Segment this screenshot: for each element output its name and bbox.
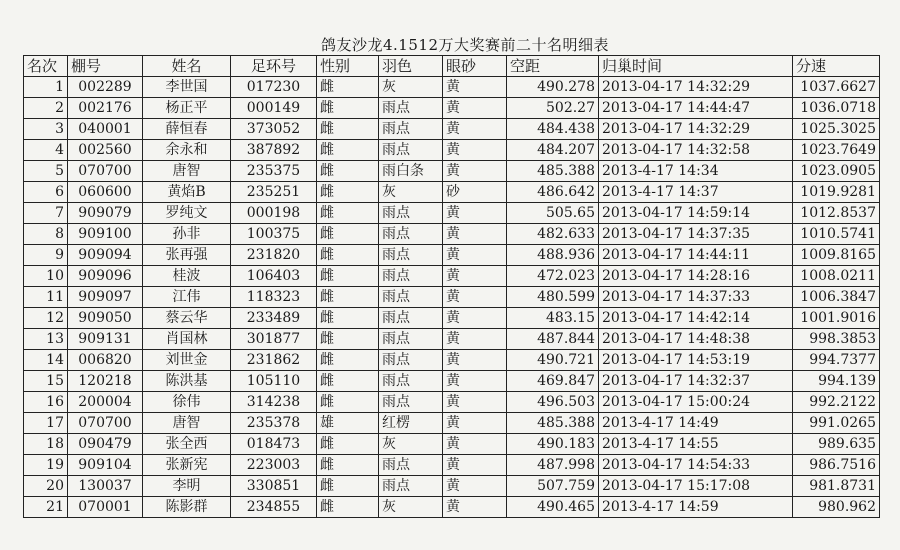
cell-ring-number: 000198 [231,203,317,224]
table-row [24,434,880,455]
cell-speed: 989.635 [793,434,880,455]
cell-ring-number: 233489 [231,308,317,329]
cell-eye: 黄 [443,98,507,119]
cell-name: 张全西 [143,434,231,455]
cell-speed: 1010.5741 [793,224,880,245]
cell-sex: 雌 [317,224,379,245]
cell-distance: 507.759 [507,476,599,497]
cell-ring-number: 387892 [231,140,317,161]
cell-arrival-time: 2013-4-17 14:34 [599,161,793,182]
cell-name: 黄焰B [143,182,231,203]
table-row [24,203,880,224]
cell-arrival-time: 2013-4-17 14:55 [599,434,793,455]
header-arrival-time: 归巢时间 [599,56,793,77]
cell-arrival-time: 2013-4-17 14:49 [599,413,793,434]
cell-rank: 2 [24,98,68,119]
header-row [24,56,880,77]
cell-color: 灰 [379,182,443,203]
cell-sex: 雌 [317,266,379,287]
cell-sex: 雌 [317,77,379,98]
cell-eye: 黄 [443,476,507,497]
cell-arrival-time: 2013-04-17 14:44:47 [599,98,793,119]
cell-sex: 雌 [317,119,379,140]
cell-color: 雨点 [379,476,443,497]
cell-eye: 黄 [443,245,507,266]
cell-arrival-time: 2013-04-17 14:53:19 [599,350,793,371]
table-row [24,329,880,350]
cell-distance: 483.15 [507,308,599,329]
cell-name: 张新宪 [143,455,231,476]
table-row [24,77,880,98]
cell-speed: 986.7516 [793,455,880,476]
cell-name: 肖国林 [143,329,231,350]
cell-sex: 雌 [317,287,379,308]
cell-eye: 黄 [443,497,507,518]
cell-loft-id: 909100 [68,224,143,245]
cell-eye: 黄 [443,350,507,371]
cell-rank: 16 [24,392,68,413]
cell-distance: 490.465 [507,497,599,518]
cell-loft-id: 070001 [68,497,143,518]
cell-loft-id: 130037 [68,476,143,497]
cell-ring-number: 106403 [231,266,317,287]
header-loft-id: 棚号 [68,56,143,77]
cell-eye: 黄 [443,371,507,392]
cell-arrival-time: 2013-04-17 14:54:33 [599,455,793,476]
cell-name: 李明 [143,476,231,497]
cell-distance: 505.65 [507,203,599,224]
cell-rank: 14 [24,350,68,371]
cell-loft-id: 040001 [68,119,143,140]
cell-speed: 1025.3025 [793,119,880,140]
cell-ring-number: 235375 [231,161,317,182]
cell-distance: 485.388 [507,413,599,434]
cell-sex: 雌 [317,308,379,329]
table-row [24,287,880,308]
header-rank: 名次 [24,56,68,77]
cell-distance: 488.936 [507,245,599,266]
cell-arrival-time: 2013-4-17 14:37 [599,182,793,203]
table-row [24,245,880,266]
cell-ring-number: 100375 [231,224,317,245]
cell-arrival-time: 2013-04-17 14:37:35 [599,224,793,245]
cell-sex: 雌 [317,182,379,203]
cell-eye: 黄 [443,392,507,413]
cell-loft-id: 070700 [68,161,143,182]
table-row [24,350,880,371]
cell-eye: 黄 [443,224,507,245]
cell-speed: 1037.6627 [793,77,880,98]
cell-ring-number: 234855 [231,497,317,518]
cell-rank: 11 [24,287,68,308]
cell-eye: 黄 [443,413,507,434]
cell-speed: 1036.0718 [793,98,880,119]
cell-sex: 雌 [317,350,379,371]
table-row [24,98,880,119]
cell-name: 余永和 [143,140,231,161]
cell-color: 灰 [379,77,443,98]
cell-sex: 雌 [317,392,379,413]
cell-name: 唐智 [143,161,231,182]
cell-color: 雨点 [379,329,443,350]
cell-speed: 1023.0905 [793,161,880,182]
cell-rank: 1 [24,77,68,98]
cell-loft-id: 006820 [68,350,143,371]
table-row [24,371,880,392]
cell-rank: 4 [24,140,68,161]
cell-eye: 黄 [443,329,507,350]
cell-sex: 雌 [317,434,379,455]
cell-loft-id: 909104 [68,455,143,476]
cell-arrival-time: 2013-04-17 14:42:14 [599,308,793,329]
cell-name: 陈洪基 [143,371,231,392]
cell-distance: 502.27 [507,98,599,119]
table-row [24,119,880,140]
cell-arrival-time: 2013-04-17 14:59:14 [599,203,793,224]
cell-eye: 黄 [443,308,507,329]
cell-name: 陈影群 [143,497,231,518]
cell-name: 桂波 [143,266,231,287]
cell-ring-number: 018473 [231,434,317,455]
cell-loft-id: 909097 [68,287,143,308]
cell-sex: 雌 [317,371,379,392]
header-eye: 眼砂 [443,56,507,77]
cell-sex: 雌 [317,245,379,266]
cell-sex: 雌 [317,329,379,350]
cell-speed: 1006.3847 [793,287,880,308]
header-color: 羽色 [379,56,443,77]
cell-distance: 485.388 [507,161,599,182]
cell-distance: 490.183 [507,434,599,455]
cell-loft-id: 060600 [68,182,143,203]
cell-color: 红楞 [379,413,443,434]
cell-color: 雨白条 [379,161,443,182]
cell-loft-id: 909079 [68,203,143,224]
cell-name: 杨正平 [143,98,231,119]
cell-sex: 雌 [317,476,379,497]
cell-loft-id: 200004 [68,392,143,413]
cell-arrival-time: 2013-04-17 14:32:37 [599,371,793,392]
cell-eye: 黄 [443,203,507,224]
cell-arrival-time: 2013-04-17 14:32:58 [599,140,793,161]
cell-eye: 黄 [443,434,507,455]
cell-rank: 3 [24,119,68,140]
cell-speed: 1008.0211 [793,266,880,287]
cell-name: 孙非 [143,224,231,245]
table-row [24,266,880,287]
cell-arrival-time: 2013-04-17 14:48:38 [599,329,793,350]
cell-speed: 1012.8537 [793,203,880,224]
cell-eye: 砂 [443,182,507,203]
table-row [24,182,880,203]
cell-arrival-time: 2013-04-17 14:37:33 [599,287,793,308]
cell-loft-id: 090479 [68,434,143,455]
cell-loft-id: 909131 [68,329,143,350]
cell-color: 灰 [379,497,443,518]
cell-eye: 黄 [443,140,507,161]
cell-sex: 雌 [317,161,379,182]
cell-speed: 994.139 [793,371,880,392]
table-row [24,455,880,476]
header-distance: 空距 [507,56,599,77]
cell-ring-number: 314238 [231,392,317,413]
results-table [23,55,880,518]
cell-ring-number: 301877 [231,329,317,350]
cell-rank: 10 [24,266,68,287]
table-row [24,413,880,434]
cell-arrival-time: 2013-04-17 14:32:29 [599,119,793,140]
cell-eye: 黄 [443,287,507,308]
cell-ring-number: 105110 [231,371,317,392]
cell-arrival-time: 2013-04-17 15:17:08 [599,476,793,497]
cell-distance: 469.847 [507,371,599,392]
cell-rank: 18 [24,434,68,455]
cell-speed: 991.0265 [793,413,880,434]
cell-speed: 1001.9016 [793,308,880,329]
cell-name: 徐伟 [143,392,231,413]
cell-color: 雨点 [379,308,443,329]
cell-rank: 17 [24,413,68,434]
cell-loft-id: 002176 [68,98,143,119]
cell-arrival-time: 2013-04-17 15:00:24 [599,392,793,413]
cell-arrival-time: 2013-04-17 14:28:16 [599,266,793,287]
cell-distance: 482.633 [507,224,599,245]
cell-rank: 7 [24,203,68,224]
cell-sex: 雌 [317,455,379,476]
cell-color: 雨点 [379,392,443,413]
cell-speed: 1019.9281 [793,182,880,203]
cell-loft-id: 909050 [68,308,143,329]
cell-color: 雨点 [379,455,443,476]
cell-speed: 1009.8165 [793,245,880,266]
cell-arrival-time: 2013-04-17 14:32:29 [599,77,793,98]
cell-rank: 19 [24,455,68,476]
cell-name: 刘世金 [143,350,231,371]
cell-ring-number: 223003 [231,455,317,476]
cell-rank: 9 [24,245,68,266]
cell-ring-number: 231820 [231,245,317,266]
cell-sex: 雄 [317,413,379,434]
cell-ring-number: 118323 [231,287,317,308]
cell-name: 李世国 [143,77,231,98]
cell-sex: 雌 [317,203,379,224]
cell-rank: 20 [24,476,68,497]
table-row [24,392,880,413]
cell-color: 雨点 [379,245,443,266]
cell-speed: 994.7377 [793,350,880,371]
cell-speed: 992.2122 [793,392,880,413]
cell-color: 雨点 [379,224,443,245]
cell-name: 蔡云华 [143,308,231,329]
cell-rank: 12 [24,308,68,329]
cell-sex: 雌 [317,98,379,119]
cell-loft-id: 909094 [68,245,143,266]
table-row [24,308,880,329]
cell-loft-id: 070700 [68,413,143,434]
cell-color: 灰 [379,434,443,455]
cell-rank: 15 [24,371,68,392]
cell-arrival-time: 2013-4-17 14:59 [599,497,793,518]
cell-rank: 13 [24,329,68,350]
cell-ring-number: 235251 [231,182,317,203]
cell-color: 雨点 [379,140,443,161]
cell-speed: 981.8731 [793,476,880,497]
cell-ring-number: 017230 [231,77,317,98]
cell-rank: 8 [24,224,68,245]
cell-name: 张再强 [143,245,231,266]
cell-distance: 496.503 [507,392,599,413]
cell-loft-id: 120218 [68,371,143,392]
cell-distance: 490.721 [507,350,599,371]
cell-distance: 490.278 [507,77,599,98]
cell-color: 雨点 [379,371,443,392]
cell-loft-id: 002289 [68,77,143,98]
table-row [24,161,880,182]
cell-color: 雨点 [379,350,443,371]
header-name: 姓名 [143,56,231,77]
cell-ring-number: 000149 [231,98,317,119]
cell-speed: 980.962 [793,497,880,518]
cell-distance: 472.023 [507,266,599,287]
cell-ring-number: 231862 [231,350,317,371]
cell-color: 雨点 [379,98,443,119]
cell-eye: 黄 [443,77,507,98]
cell-speed: 998.3853 [793,329,880,350]
table-row [24,140,880,161]
cell-distance: 486.642 [507,182,599,203]
table-row [24,224,880,245]
cell-distance: 480.599 [507,287,599,308]
cell-distance: 487.998 [507,455,599,476]
cell-color: 雨点 [379,119,443,140]
cell-eye: 黄 [443,161,507,182]
cell-name: 薛恒春 [143,119,231,140]
cell-sex: 雌 [317,140,379,161]
cell-loft-id: 002560 [68,140,143,161]
cell-ring-number: 373052 [231,119,317,140]
cell-speed: 1023.7649 [793,140,880,161]
cell-color: 雨点 [379,287,443,308]
cell-eye: 黄 [443,455,507,476]
cell-rank: 5 [24,161,68,182]
header-sex: 性别 [317,56,379,77]
cell-distance: 484.207 [507,140,599,161]
cell-rank: 21 [24,497,68,518]
table-row [24,497,880,518]
cell-loft-id: 909096 [68,266,143,287]
cell-distance: 484.438 [507,119,599,140]
cell-eye: 黄 [443,119,507,140]
cell-ring-number: 330851 [231,476,317,497]
cell-name: 江伟 [143,287,231,308]
cell-ring-number: 235378 [231,413,317,434]
document-title: 鸽友沙龙4.1512万大奖赛前二十名明细表 [321,36,609,54]
cell-eye: 黄 [443,266,507,287]
cell-distance: 487.844 [507,329,599,350]
cell-name: 罗纯文 [143,203,231,224]
header-speed: 分速 [793,56,880,77]
cell-name: 唐智 [143,413,231,434]
table-row [24,476,880,497]
cell-arrival-time: 2013-04-17 14:44:11 [599,245,793,266]
header-ring-number: 足环号 [231,56,317,77]
cell-rank: 6 [24,182,68,203]
cell-color: 雨点 [379,203,443,224]
cell-sex: 雌 [317,497,379,518]
cell-color: 雨点 [379,266,443,287]
